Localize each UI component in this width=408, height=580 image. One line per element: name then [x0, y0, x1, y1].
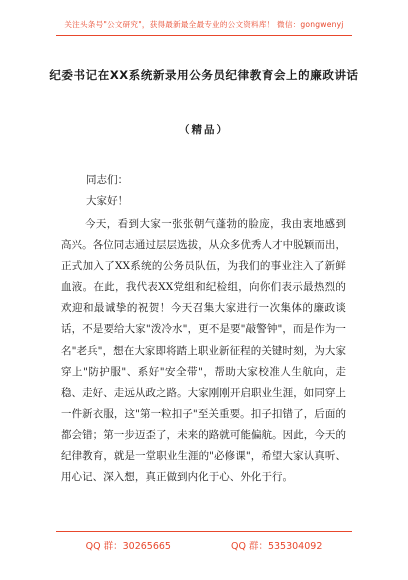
- salutation: 同志们：: [86, 174, 129, 186]
- footer-divider: [56, 531, 352, 532]
- footer: [0, 538, 408, 552]
- header-banner: 关注头条号"公文研究"，获得最新最全最专业的公文资料库！ 微信：gongwenyj: [64, 20, 344, 29]
- greeting: 大家好！: [86, 195, 129, 207]
- document-subtitle: （精品）: [179, 124, 229, 136]
- body-paragraph: 今天，看到大家一张张朝气蓬勃的脸庞，我由衷地感到高兴。各位同志通过层层选拔，从众多优秀人才中脱颖而出，正式加入了XX系统的公务员队伍，为我们的事业注入了新鲜血液。在此，我代表XX党组和纪检组，向你们表示最热烈的欢迎和最诚挚的祝贺！今天召集大家进行一次集体的廉政谈话，不是要给大家"泼冷水"，更不是要"敲警钟"，而是作为一名"老兵"，想在大家即将踏上职业新征程的关键时刻，为大家穿上"防护服"、系好"安全带"，帮助大家校准人生航向，走稳、走好、走远从政之路。大家刚刚开启职业生涯，如同穿上一件新衣服，这"第一粒扣子"至关重要。扣子扣错了，后面的都会错；第一步迈歪了，未来的路就可能偏航。因此，今天的纪律教育，就是一堂职业生涯的"必修课"，希望大家认真听、用心记、深入想，真正做到内化于心、外化于行。: [61, 218, 346, 484]
- footer-qq-group-2: QQ 群：535304092: [230, 541, 323, 552]
- document-title: 纪委书记在XX系统新录用公务员纪律教育会上的廉政讲话: [49, 68, 359, 82]
- footer-qq-group-1: QQ 群：30265665: [85, 541, 171, 552]
- header-divider: [56, 35, 352, 36]
